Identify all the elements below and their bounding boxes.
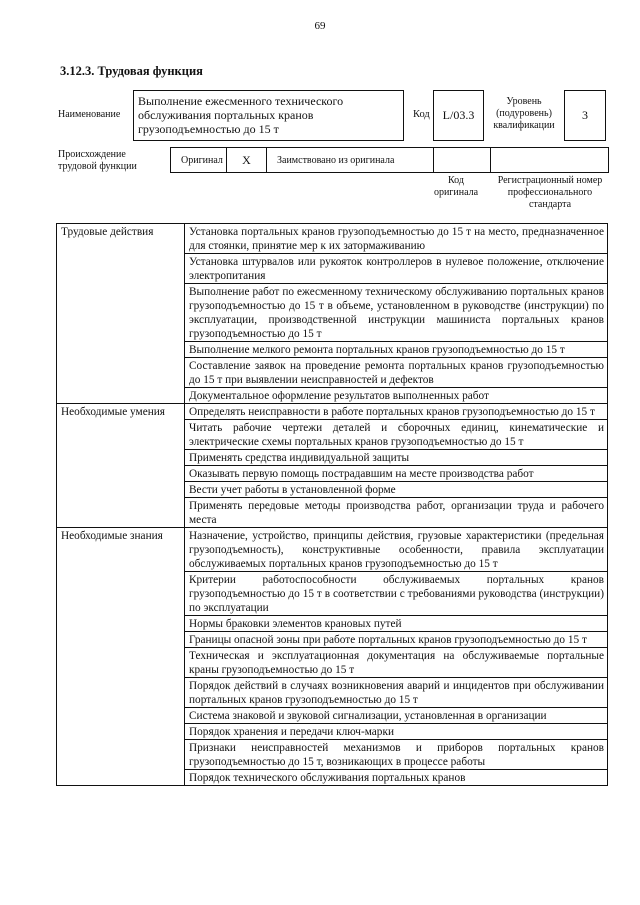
function-details-table bbox=[56, 223, 608, 786]
section-item: Выполнение мелкого ремонта портальных кранов грузоподъемностью до 15 т bbox=[185, 342, 608, 358]
original-code-cell bbox=[434, 148, 491, 172]
section-item: Применять передовые методы производства работ, организации труда и рабочего места bbox=[185, 498, 608, 528]
section-category: Необходимые умения bbox=[57, 404, 185, 528]
section-item: Выполнение работ по ежесменному техническому обслуживанию портальных кранов грузоподъемностью до 15 т в объеме, установленном в руководстве (инструкции) по эксплуатации, производственной инструкции машиниста портальных кранов грузоподъемностью до 15 т bbox=[185, 284, 608, 342]
section-item: Документальное оформление результатов выполненных работ bbox=[185, 388, 608, 404]
origin-table bbox=[170, 147, 609, 173]
original-label: Оригинал bbox=[171, 148, 227, 172]
original-mark: X bbox=[227, 148, 267, 172]
section-item: Критерии работоспособности обслуживаемых портальных кранов грузоподъемностью до 15 т в соответствии с требованиями руководства (инструкции) по эксплуатации bbox=[185, 572, 608, 616]
section-item: Определять неисправности в работе портальных кранов грузоподъемностью до 15 т bbox=[185, 404, 608, 420]
section-item: Читать рабочие чертежи деталей и сборочных единиц, кинематические и электрические схемы портальных кранов грузоподъемностью до 15 т bbox=[185, 420, 608, 450]
caption-registration-number: Регистрационный номер профессионального стандарта bbox=[497, 175, 603, 210]
section-item: Применять средства индивидуальной защиты bbox=[185, 450, 608, 466]
code-value: L/03.3 bbox=[433, 90, 484, 141]
section-item: Нормы браковки элементов крановых путей bbox=[185, 616, 608, 632]
section-item: Техническая и эксплуатационная документация на обслуживаемые портальные краны грузоподъемностью до 15 т bbox=[185, 648, 608, 678]
section-item: Порядок технического обслуживания портальных кранов bbox=[185, 770, 608, 786]
level-value: 3 bbox=[564, 90, 606, 141]
origin-label: Происхождение трудовой функции bbox=[58, 149, 137, 172]
caption-original-code: Код оригинала bbox=[433, 175, 479, 198]
name-label: Наименование bbox=[58, 109, 121, 120]
section-item: Границы опасной зоны при работе портальных кранов грузоподъемностью до 15 т bbox=[185, 632, 608, 648]
section-item: Вести учет работы в установленной форме bbox=[185, 482, 608, 498]
section-title: 3.12.3. Трудовая функция bbox=[60, 64, 203, 78]
section-item: Установка портальных кранов грузоподъемностью до 15 т на место, предназначенное для стоянки, принятие мер к их затормаживанию bbox=[185, 224, 608, 254]
registration-number-cell bbox=[491, 148, 608, 172]
table-row bbox=[57, 404, 608, 420]
section-item: Установка штурвалов или рукояток контроллеров в нулевое положение, отключение электропитания bbox=[185, 254, 608, 284]
section-item: Система знаковой и звуковой сигнализации, установленная в организации bbox=[185, 708, 608, 724]
level-label: Уровень (подуровень) квалификации bbox=[493, 96, 555, 131]
code-label: Код bbox=[413, 109, 430, 120]
section-item: Составление заявок на проведение ремонта портальных кранов грузоподъемностью до 15 т при выявлении неисправностей и дефектов bbox=[185, 358, 608, 388]
table-row bbox=[57, 224, 608, 254]
section-category: Необходимые знания bbox=[57, 528, 185, 786]
section-item: Оказывать первую помощь пострадавшим на месте производства работ bbox=[185, 466, 608, 482]
borrowed-label: Заимствовано из оригинала bbox=[267, 148, 434, 172]
section-item: Признаки неисправностей механизмов и приборов портальных кранов грузоподъемностью до 15 т, возникающих в процессе работы bbox=[185, 740, 608, 770]
section-item: Порядок действий в случаях возникновения аварий и инцидентов при обслуживании портальных кранов грузоподъемностью до 15 т bbox=[185, 678, 608, 708]
page-number: 69 bbox=[314, 20, 326, 32]
section-item: Назначение, устройство, принципы действия, грузовые характеристики (предельная грузоподъемность), конструктивные особенности, правила эксплуатации обслуживаемых портальных кранов грузоподъемностью до 15 т bbox=[185, 528, 608, 572]
function-name-value: Выполнение ежесменного технического обслуживания портальных кранов грузоподъемностью до 15 т bbox=[133, 90, 404, 141]
table-row bbox=[57, 528, 608, 572]
section-category: Трудовые действия bbox=[57, 224, 185, 404]
section-item: Порядок хранения и передачи ключ-марки bbox=[185, 724, 608, 740]
